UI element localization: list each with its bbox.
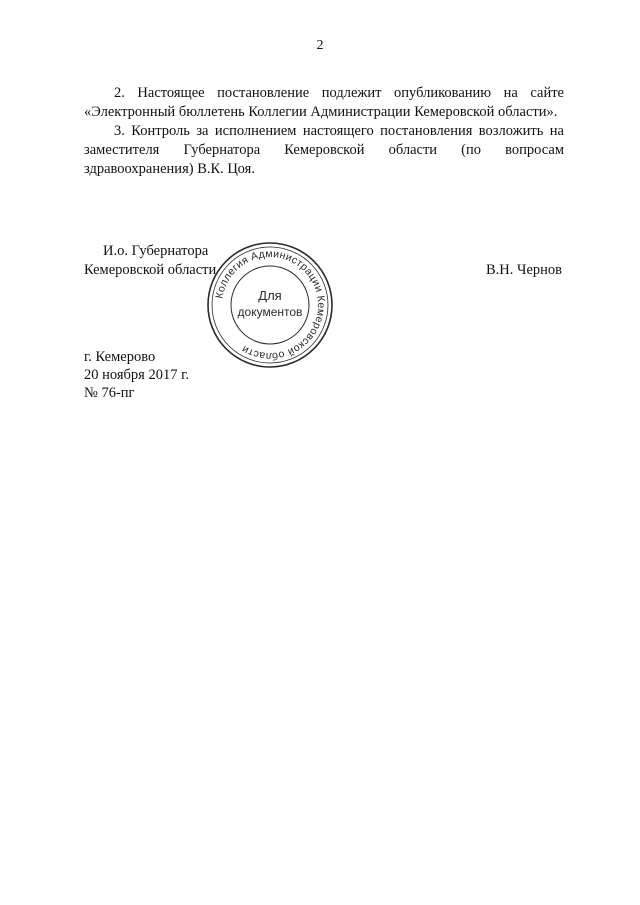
signatory-organization: Кемеровской области bbox=[84, 262, 217, 278]
paragraph-control: 3. Контроль за исполнением настоящего постановления возложить на заместителя Губернатора Кемеровской области (по вопросам здравоохранения) В.К. Цоя. bbox=[84, 123, 564, 177]
official-seal-stamp bbox=[205, 240, 335, 370]
stamp-center-line-2: документов bbox=[237, 305, 303, 319]
document-number: № 76-пг bbox=[84, 385, 135, 401]
signatory-title: И.о. Губернатора bbox=[103, 243, 209, 259]
stamp-ring-text: Коллегия Администрации Кемеровской области bbox=[213, 247, 328, 363]
page-number: 2 bbox=[316, 38, 324, 53]
stamp-center-line-1: Для bbox=[258, 288, 282, 303]
document-body bbox=[84, 84, 564, 179]
document-place: г. Кемерово bbox=[84, 349, 156, 365]
document-date: 20 ноября 2017 г. bbox=[84, 367, 190, 383]
signatory-name: В.Н. Чернов bbox=[486, 262, 562, 278]
paragraph-publication: 2. Настоящее постановление подлежит опубликованию на сайте «Электронный бюллетень Коллегии Администрации Кемеровской области». bbox=[84, 85, 564, 120]
